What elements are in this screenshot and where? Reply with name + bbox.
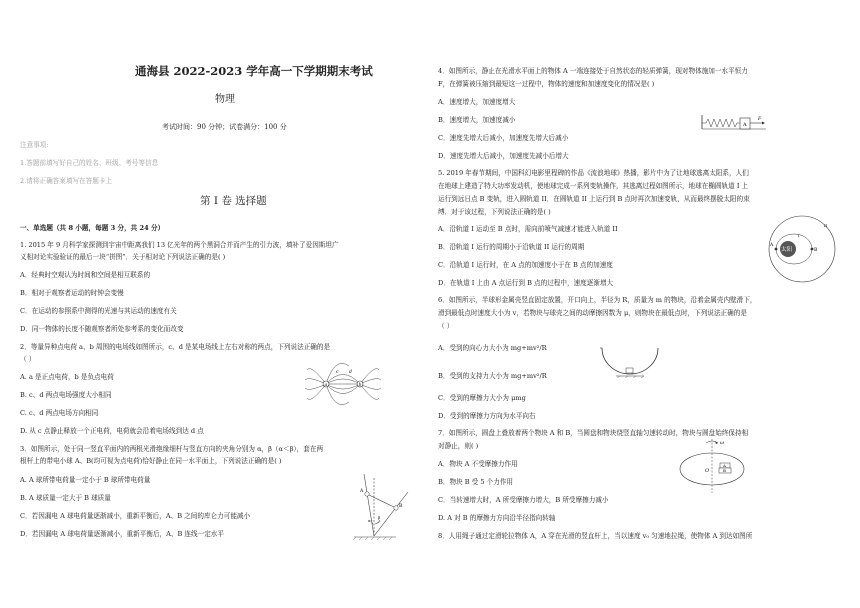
q7-option-c: C．当转速增大时，A 所受摩擦力增大，B 所受摩擦力减小 <box>438 496 609 504</box>
q3-stem-line2: 根杆上的带电小球 A、B(均可视为点电荷)恰好静止在同一水平面上，下列说法正确的是( ) <box>20 457 282 465</box>
q4-fig-label-f: F <box>758 117 762 122</box>
q7-option-b: B．物块 B 受 5 个力作用 <box>438 478 514 486</box>
q6-stem-line2: 滑到最低点时速度大小为 v，若物块与球壳之间的动摩擦因数为 μ，则物块在最低点时，下列说法正确的是 <box>438 309 747 317</box>
q7-stem-line1: 7．如图所示，圆盘上叠放着两个物块 A 和 B，当圆盘和物块绕竖直轴匀速转动时，物块与圆盘始终保持相 <box>438 429 749 437</box>
q3-option-d: D．若因漏电 A 球电荷量逐渐减小，重新平衡后，A、B 连线一定水平 <box>20 530 224 538</box>
q6-option-a: A．受到的向心力大小为 mg+mv²/R <box>438 344 547 352</box>
q7-option-a: A．物块 A 不受摩擦力作用 <box>438 460 518 468</box>
q5-fig-label-b: B <box>814 248 818 253</box>
q7-stem-line2: 对静止，则( ) <box>438 442 479 450</box>
q1-option-a: A．经典时空观认为时间和空间是相互联系的 <box>20 271 151 279</box>
note-1: 1.答题前填写好自己的姓名、班级、考号等信息 <box>20 159 159 167</box>
notes-heading: 注意事项: <box>20 141 49 149</box>
q3-fig-label-b: B <box>399 504 403 509</box>
q5-stem-line4: 缚．对于该过程，下列说法正确的是( ) <box>438 208 551 216</box>
q4-option-b: B．速度增大，加速度减小 <box>438 116 516 124</box>
q1-option-c: C．在运动的参照系中测得的光速与其运动的速度有关 <box>20 307 177 315</box>
q2-option-c: C. c、d 两点电场方向相同 <box>20 409 99 417</box>
q6-hemisphere-figure <box>598 346 662 378</box>
q7-option-d: D. A 对 B 的摩擦力方向沿半径指向转轴 <box>438 514 556 522</box>
q4-option-c: C．速度先增大后减小，加速度先增大后减小 <box>438 134 569 142</box>
q1-stem-line2: 义相对论实验验证的最后一块“拼图”．关于相对论下列说法正确的是( ) <box>20 253 226 261</box>
q1-option-d: D．同一物体的长度不随观察者所处参考系的变化而改变 <box>20 325 184 333</box>
q4-stem-line2: F，在弹簧被压缩到最短这一过程中，物体的速度和加速度变化的情况是( ) <box>438 80 655 88</box>
q3-fig-label-beta: β <box>378 515 381 520</box>
q5-orbit-figure <box>768 213 838 285</box>
q2-fig-label-c: c <box>336 370 339 375</box>
q3-stem-line1: 3．如图所示，处于同一竖直平面内的两根光滑绝缘细杆与竖直方向的夹角分别为 α，β（α＜β），套在两 <box>20 445 324 453</box>
q3-option-c: C．若因漏电 A 球电荷量逐渐减小，重新平衡后，A、B 之间的库仑力可能减小 <box>20 512 251 520</box>
q5-fig-label-a: A <box>770 243 774 248</box>
q2-stem-line2: （ ） <box>20 355 36 363</box>
q5-fig-label-sun: 太阳 <box>781 247 793 253</box>
q7-fig-label-o: O <box>705 468 710 474</box>
q4-spring-block-figure <box>700 113 766 133</box>
q5-option-d: D．在轨道 I 上由 A 点运行到 B 点的过程中，速度逐渐增大 <box>438 279 614 287</box>
q3-inclined-rods-figure <box>340 470 412 540</box>
q4-option-d: D．速度先增大后减小，加速度先减小后增大 <box>438 152 569 160</box>
q7-fig-label-b: B <box>723 468 726 473</box>
q8-stem-line1: 8．人用绳子通过定滑轮拉物体 A，A 穿在光滑的竖直杆上，当以速度 v₀ 匀速地拉绳，使物体 A 到达如图所 <box>438 532 753 540</box>
q6-option-d: D．受到的摩擦力方向为水平向右 <box>438 412 536 420</box>
q3-option-a: A. A 球所带电荷量一定小于 B 球所带电荷量 <box>20 476 151 484</box>
q3-fig-label-a: A <box>360 489 364 494</box>
q5-option-c: C．沿轨道 I 运行时，在 A 点的加速度小于在 B 点的加速度 <box>438 261 613 269</box>
q4-fig-label-a: A <box>743 122 747 128</box>
q2-stem-line1: 2．等量异种点电荷 a、b 周围的电场线如图所示，c、d 是某电场线上左右对称的两点，下列说法正确的是 <box>20 343 331 351</box>
q1-stem-line1: 1. 2015 年 9 月科学家探测到宇宙中距离我们 13 亿光年的两个黑洞合并而产生的引力波，填补了爱因斯坦广 <box>20 241 339 249</box>
q4-stem-line1: 4．如图所示，静止在光滑水平面上的物体 A 一端连接处于自然状态的轻质弹簧，现对物体施加一水平恒力 <box>438 67 748 75</box>
q5-option-a: A．沿轨道 I 运动至 B 点时，需向前喷气减速才能进入轨道 II <box>438 225 618 233</box>
q7-fig-label-omega: ω <box>720 440 725 446</box>
q6-stem-line1: 6．如图所示，半球形金属壳竖直固定放置，开口向上，半径为 R，质量为 m 的物块，沿着金属壳内壁滑下， <box>438 296 757 304</box>
note-2: 2.请将正确答案填写在答题卡上 <box>20 177 113 185</box>
q5-fig-label-orbit1: I <box>798 233 800 238</box>
q4-option-a: A．速度增大，加速度增大 <box>438 98 516 106</box>
q2-electric-field-figure <box>305 362 381 406</box>
q6-option-c: C．受到的摩擦力大小为 μmg <box>438 394 526 402</box>
q5-stem-line2: 在地球上建造了特大功率发动机，使地球完成一系列变轨操作，其逃离过程如图所示，地球在椭圆轨道 I 上 <box>438 182 749 190</box>
q5-fig-label-orbit2: II <box>824 223 828 228</box>
q1-option-b: B．相对于观察者运动的时钟会变慢 <box>20 289 124 297</box>
q3-option-b: B. A 球质量一定大于 B 球质量 <box>20 494 111 502</box>
part1-heading: 一、单选题（共 8 小题，每题 3 分，共 24 分） <box>20 224 165 232</box>
q2-option-b: B. c、d 两点电场强度大小相同 <box>20 391 112 399</box>
q5-stem-line3: 运行到远日点 B 变轨，进入圆轨道 II．在圆轨道 II 上运行到 B 点时再次加速变轨，从而最终摆脱太阳的束 <box>438 195 750 203</box>
q7-fig-label-a: A <box>723 463 726 468</box>
q6-option-b: B．受到的支持力大小为 mg+mv²/R <box>438 372 547 380</box>
q6-stem-line3: （ ） <box>438 322 454 330</box>
section-title: 第 I 卷 选择题 <box>200 195 267 207</box>
exam-title: 通海县 2022-2023 学年高一下学期期末考试 <box>135 64 373 78</box>
q5-option-b: B．沿轨道 I 运行的周期小于沿轨道 II 运行的周期 <box>438 243 585 251</box>
q3-fig-label-alpha: α <box>368 518 371 523</box>
q2-fig-label-a: a <box>324 383 328 388</box>
q2-fig-label-b: b <box>358 383 362 388</box>
subject-title: 物理 <box>215 94 235 105</box>
q2-fig-label-d: d <box>349 370 352 375</box>
q5-stem-line1: 5. 2019 年春节期间，中国科幻电影里程碑的作品《流浪地球》热播，影片中为了让地球逃离太阳系，人们 <box>438 169 749 177</box>
q2-option-d: D. 从 c 点静止释放一个正电荷，电荷就会沿着电场线到达 d 点 <box>20 427 204 435</box>
q7-rotating-disc-figure <box>678 437 748 495</box>
q2-option-a: A. a 是正点电荷，b 是负点电荷 <box>20 373 114 381</box>
exam-info: 考试时间：90 分钟；试卷满分：100 分 <box>162 123 287 131</box>
